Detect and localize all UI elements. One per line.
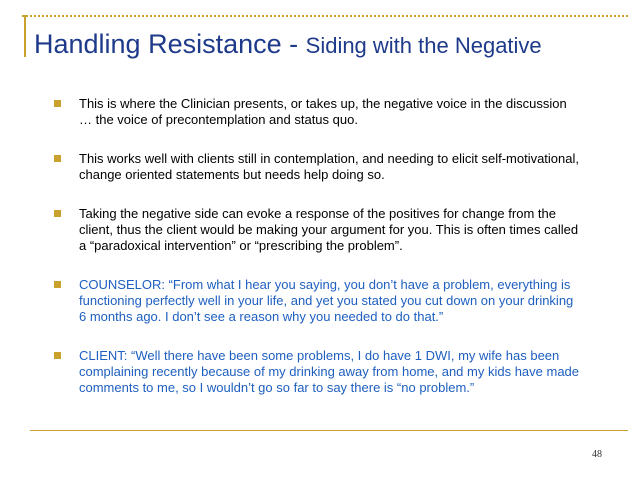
square-bullet-icon: [54, 281, 61, 288]
square-bullet-icon: [54, 210, 61, 217]
bullet-item: [52, 151, 582, 183]
top-dotted-rule: [22, 15, 628, 17]
slide-title: [34, 26, 542, 58]
bottom-rule: [30, 430, 628, 431]
bullet-text: COUNSELOR: “From what I hear you saying, you don’t have a problem, everything is functioning perfectly well in your life, and yet you stated you cut down on your drinking 6 months ago. I don’t see a reason why you needed to do that.”: [79, 277, 574, 324]
bullet-text: This works well with clients still in contemplation, and needing to elicit self-motivational, change oriented statements but needs help doing so.: [79, 151, 579, 182]
bullet-item-client: [52, 348, 582, 396]
bullet-text: Taking the negative side can evoke a response of the positives for change from the client, thus the client would be making your argument for you. This is often times called a “paradoxical intervention” or “prescribing the problem”.: [79, 206, 579, 253]
bullet-item: [52, 96, 582, 128]
square-bullet-icon: [54, 352, 61, 359]
square-bullet-icon: [54, 100, 61, 107]
bullet-text: CLIENT: “Well there have been some problems, I do have 1 DWI, my wife has been complaining recently because of my drinking away from home, and my kids have made comments to me, so I wouldn’t go so far to say there is “no problem.”: [79, 348, 580, 395]
bullet-item-counselor: [52, 277, 582, 325]
title-main: Handling Resistance -: [34, 29, 306, 59]
bullet-item: [52, 206, 582, 254]
bullet-text: This is where the Clinician presents, or takes up, the negative voice in the discussion … the voice of precontemplation and status quo.: [79, 96, 567, 127]
bullet-list: [52, 96, 582, 396]
title-subtitle: Siding with the Negative: [305, 33, 542, 58]
page-number: 48: [592, 449, 602, 460]
square-bullet-icon: [54, 155, 61, 162]
left-vertical-rule: [24, 15, 26, 57]
